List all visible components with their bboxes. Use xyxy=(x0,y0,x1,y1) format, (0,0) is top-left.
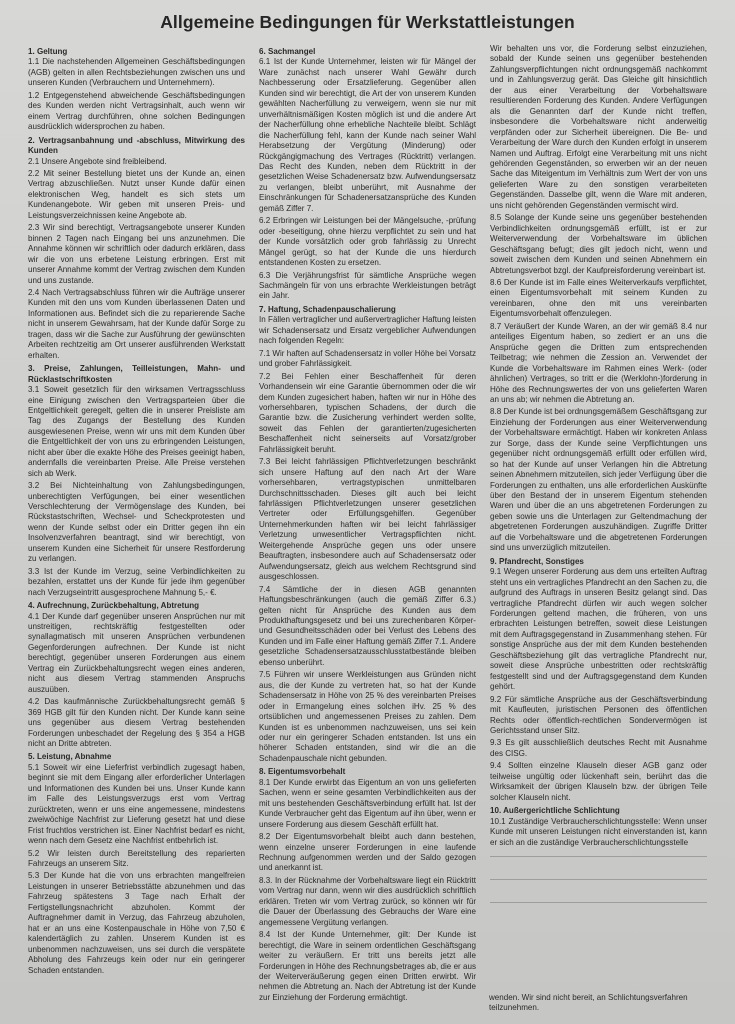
clause-paragraph: 7.1 Wir haften auf Schadensersatz in voller Höhe bei Vorsatz und grober Fahrlässigkeit. xyxy=(259,348,476,369)
clause-paragraph: 1.1 Die nachstehenden Allgemeinen Geschäftsbedingungen (AGB) gelten in allen Rechtsbeziehungen zwischen uns und unseren Kunden (Verbrauchern und Unternehmern). xyxy=(28,57,245,88)
clause-paragraph: 4.1 Der Kunde darf gegenüber unseren Ansprüchen nur mit unstreitigen, rechtskräftig festgestellten oder synallagmatisch mit unseren Ansprüchen verbundenen Gegenforderungen aufrechnen. Der Kunde ist nicht berechtigt, gegenüber unseren Forderungen aus einem Vertrag ein Zurückbehaltungsrecht wegen eines anderen, nicht aus diesem Vertrag stammenden Anspruchs auszuüben. xyxy=(28,611,245,694)
clause-paragraph: 9.2 Für sämtliche Ansprüche aus der Geschäftsverbindung mit Kaufleuten, juristischen Personen des öffentlichen Rechts oder öffentlich-rechtlichen Sondervermögen ist Gerichtsstand unser Sitz. xyxy=(490,694,707,735)
clause-paragraph: Wir behalten uns vor, die Forderung selbst einzuziehen, sobald der Kunde seinen uns gegenüber bestehenden Zahlungsverpflichtungen nicht ordnungsgemäß nachkommt und in Zahlungsverzug gerät. Das Gleiche gilt hinsichtlich der aus einer Verarbeitung der Vorbehaltsware resultierenden Forderung des Kunden. Andere Verfügungen als die Genannten darf der Kunde nicht treffen, insbesondere die Vorbehaltsware nicht anderweitig verpfänden oder zur Sicherheit übereignen. Die Be- und Verarbeitung der Ware durch den Kunden erfolgt in unserem Namen und Auftrag. Erfolgt eine Verarbeitung mit uns nicht gehörenden Gegenständen, so erwerben wir an der neuen Sache das Miteigentum im Verhältnis zum Wert der von uns gelieferten Ware zu den sonstigen verarbeiteten Gegenständen. Dasselbe gilt, wenn die Ware mit anderen, uns nicht gehörenden Gegenständen vermischt wird. xyxy=(490,44,707,210)
clause-paragraph: 7.3 Bei leicht fahrlässigen Pflichtverletzungen beschränkt sich unsere Haftung auf den nach Art der Ware vorhersehbaren, vertragstypischen unmittelbaren Durchschnittsschaden. Dieses gilt auch bei leicht fahrlässigen Pflichtverletzungen unserer gesetzlichen Vertreter oder Erfüllungsgehilfen. Gegenüber Unternehmerkunden haften wir bei leicht fahrlässiger Verletzung unwesentlicher Vertragspflichten nicht. Weitergehende Ansprüche gegen uns oder unsere Beauftragten, insbesondere auch auf Schadensersatz oder Aufwendungsersatz, gleich aus welchem Rechtsgrund sind ausgeschlossen. xyxy=(259,457,476,582)
clause-paragraph: 2.1 Unsere Angebote sind freibleibend. xyxy=(28,156,167,166)
section-heading: 9. Pfandrecht, Sonstiges xyxy=(490,556,584,566)
clause-paragraph: 8.5 Solange der Kunde seine uns gegenüber bestehenden Verbindlichkeiten ordnungsgemäß erfüllt, ist er zur Weiterverwendung der Vorbehaltsware im üblichen Geschäftsgang befugt; dies gilt jedoch nicht, wenn und soweit zwischen dem Kunden und seinen Abnehmern ein Abtretungsverbot bzgl. der Kaufpreisforderung vereinbart ist. xyxy=(490,213,707,275)
clause-paragraph: 5.2 Wir leisten durch Bereitstellung des reparierten Fahrzeugs an unserem Sitz. xyxy=(28,848,245,868)
clause-paragraph: 6.3 Die Verjährungsfrist für sämtliche Ansprüche wegen Sachmängeln für von uns erbrachte Werkleistungen beträgt ein Jahr. xyxy=(259,270,476,301)
clause-paragraph: 4.2 Das kaufmännische Zurückbehaltungsrecht gemäß § 369 HGB gilt für den Kunden nicht. Der Kunde kann seine uns gegenüber aus diesem Vertrag bestehenden Forderungen unbeschadet der Regelung des § 354 a HGB nicht an Dritte abtreten. xyxy=(28,697,245,748)
section-heading: 3. Preise, Zahlungen, Teilleistungen, Mahn- und Rücklastschriftkosten xyxy=(28,364,245,384)
clause-paragraph: 2.3 Wir sind berechtigt, Vertragsangebote unserer Kunden binnen 2 Tagen nach Eingang bei uns anzunehmen. Die Annahme können wir schriftlich oder dadurch erklären, dass wir die von uns erbetene Leistung erbringen. Erst mit unserer Annahme kommt der Vertrag zwischen dem Kunden und uns zustande. xyxy=(28,223,245,285)
closing-sentence: wenden. Wir sind nicht bereit, an Schlichtungsverfahren teilzunehmen. xyxy=(489,993,688,1013)
clause-paragraph: 9.4 Sollten einzelne Klauseln dieser AGB ganz oder teilweise ungültig oder lückenhaft sein, berührt das die Wirksamkeit der übrigen Klauseln bzw. der übrigen Teile solcher Klauseln nicht. xyxy=(490,761,707,802)
clause-paragraph: 3.3 Ist der Kunde im Verzug, seine Verbindlichkeiten zu bezahlen, erstattet uns der Kunde für jede ihm gegenüber nach Verzugseintritt ausgesprochene Mahnung 5,- €. xyxy=(28,566,245,597)
clause-paragraph: 7.4 Sämtliche der in diesen AGB genannten Haftungsbeschränkungen (auch die gemäß Ziffer 6.3.) gelten nicht für Ansprüche des Kunden aus dem Produkthaftungsgesetz und bei uns zurechenbaren Körper- und Gesundheitsschäden oder bei Verlust des Lebens des Kunden und im Falle einer Haftung gemäß Ziffer 7.1. Andere gesetzliche Schadensersatzausschlusstatbestände bleiben ebenso unberührt. xyxy=(259,584,476,667)
clause-paragraph: 1.2 Entgegenstehend abweichende Geschäftsbedingungen des Kunden werden nicht Vertragsinhalt, auch wenn wir einem Vertrag durchführen, ohne solchen Bedingungen ausdrücklich widersprochen zu haben. xyxy=(28,90,245,132)
blank-line xyxy=(490,879,707,880)
clause-paragraph: 8.1 Der Kunde erwirbt das Eigentum an von uns gelieferten Sachen, wenn er seine gesamten Verbindlichkeiten aus der mit uns bestehenden Geschäftsverbindung erfüllt hat. Ist der Kunde Verbraucher geht das Eigentum auf ihn über, wenn er unsere Forderung aus diesem Geschäft erfüllt hat. xyxy=(259,777,476,829)
clause-paragraph: 7.2 Bei Fehlen einer Beschaffenheit für deren Vorhandensein wir eine Garantie übernommen oder die wir dem Kunden zugesichert haben, haften wir nur in Höhe des vorhersehbaren, typischen Schadens, der durch die Garantie bzw. die Zusicherung verhindert werden sollte, soweit das Fehlen der garantierten/zugesicherten Beschaffenheit nicht seinerseits auf Vorsatz/grober Fahrlässigkeit beruht. xyxy=(259,371,476,454)
clause-paragraph: 2.2 Mit seiner Bestellung bietet uns der Kunde an, einen Vertrag abzuschließen. Nutzt unser Kunde dafür einen elektronischen Weg, handelt es sich stets um Kundenangebote. Wir geben mit unseren Preis- und Leistungsverzeichnissen keine Angebote ab. xyxy=(28,168,245,220)
text-columns xyxy=(28,44,707,1005)
clause-paragraph: 7.5 Führen wir unsere Werkleistungen aus Gründen nicht aus, die der Kunde zu vertreten hat, so hat der Kunde Schadensersatz in Höhe von 25 % des vereinbarten Preises oder in Ermangelung eines solchen iHv. 25 % des ortsüblichen und angemessenen Preises zu zahlen. Dem Kunden ist es unbenommen nachzuweisen, uns sei kein oder nur ein geringerer Schaden entstanden. Ist uns ein höherer Schaden entstanden, sind wir die an die Schadenpauschale nicht gebunden. xyxy=(259,670,476,763)
column-middle xyxy=(259,44,476,1005)
section-heading: 7. Haftung, Schadenpauschalierung xyxy=(259,304,396,314)
clause-paragraph: 3.1 Soweit gesetzlich für den wirksamen Vertragsschluss eine Einigung zwischen den Vertragsparteien über die Entgeltlichkeit geregelt, gelten die in unserer Preisliste am Tag des Zugangs der Bestellung des Kunden ausgewiesenen Preise, wenn wir uns mit dem Kunden über die Entgeltlichkeit der von uns zu erbringenden Leistungen, nicht aber über die exakte Höhe des Preises geeinigt haben, andernfalls die vereinbarten Preise. Alle Preise verstehen sich ab Werk. xyxy=(28,385,245,478)
clause-paragraph: 10.1 Zuständige Verbraucherschlichtungsstelle: Wenn unser Kunde mit unseren Leistungen nicht einverstanden ist, kann er sich an die zuständige Verbraucherschlichtungsstelle xyxy=(490,816,707,847)
clause-paragraph: In Fällen vertraglicher und außervertraglicher Haftung leisten wir Schadensersatz und Ersatz vergeblicher Aufwendungen nach folgenden Regeln: xyxy=(259,315,476,346)
blank-entry-lines xyxy=(490,856,707,903)
clause-paragraph: 5.3 Der Kunde hat die von uns erbrachten mangelfreien Leistungen in unserer Betriebsstätte abzunehmen und das Fahrzeug spätestens 3 Tage nach Erhalt der Fertigstellungsnachricht abzuholen. Kommt der Auftragnehmer damit in Verzug, das Fahrzeug abzuholen, hat er an uns eine Kostenpauschale in Höhe von 7,50 € kalendertäglich zu zahlen. Unserem Kunden ist es unbenommen nachzuweisen, uns sei durch die verspätete Abholung des Fahrzeugs kein oder nur ein geringerer Schaden entstanden. xyxy=(28,871,245,975)
blank-line xyxy=(490,856,707,857)
section-heading: 2. Vertragsanbahnung und -abschluss, Mitwirkung des Kunden xyxy=(28,135,245,156)
column-right xyxy=(490,44,707,925)
blank-line xyxy=(490,902,707,903)
clause-paragraph: 8.2 Der Eigentumsvorbehalt bleibt auch dann bestehen, wenn einzelne unserer Forderungen in eine laufende Rechnung aufgenommen werden und der Saldo gezogen und anerkannt ist. xyxy=(259,832,476,873)
clause-paragraph: 8.4 Ist der Kunde Unternehmer, gilt: Der Kunde ist berechtigt, die Ware in seinem ordentlichen Geschäftsgang weiter zu veräußern. Er tritt uns bereits jetzt alle Forderungen in Höhe des Rechnungsbetrages ab, die er aus der Weiterveräußerung gegen einen Dritten erwirbt. Wir nehmen die Abtretung an. Nach der Abtretung ist der Kunde zur Einziehung der Forderung ermächtigt. xyxy=(259,930,476,1002)
clause-paragraph: 8.7 Veräußert der Kunde Waren, an der wir gemäß 8.4 nur anteiliges Eigentum haben, so zediert er an uns die Ansprüche gegen die Dritten zum entsprechenden Teilbetrag; wie nehmen die Zession an. Verwendet der Kunde die Vorbehaltsware im Rahmen eines Werk- (oder ähnlichen) Vertrages, so tritt er die (Werklohn-)forderung in Höhe des Rechnungswertes der von uns gelieferten Waren an uns ab; wir nehmen die Abtretung an. xyxy=(490,321,707,404)
section-heading: 8. Eigentumsvorbehalt xyxy=(259,767,346,777)
clause-paragraph: 3.2 Bei Nichteinhaltung von Zahlungsbedingungen, unberechtigten Verfügungen, bei einer wesentlichen Verschlechterung der Vermögenslage des Kunden, bei Rückstastschriften, Wechsel- und Scheckprotesten und wenn der Kunde selbst oder ein Dritter gegen ihn ein Insolvenzverfahren beantragt, sind wir berechtigt, von unserem Kunden eine Sicherheit für unsere Restforderung zu verlangen. xyxy=(28,481,245,564)
section-heading: 6. Sachmangel xyxy=(259,47,316,56)
clause-paragraph: 6.2 Erbringen wir Leistungen bei der Mängelsuche, -prüfung oder -beseitigung, ohne hierzu verpflichtet zu sein und hat der Kunde vorsätzlich oder grob fahrlässig zu Unrecht Mängel gerügt, so hat der Kunde die uns hierdurch entstandenen Kosten zu ersetzen. xyxy=(259,216,476,268)
section-heading: 5. Leistung, Abnahme xyxy=(28,752,112,762)
clause-paragraph: 8.3. In der Rücknahme der Vorbehaltsware liegt ein Rücktritt vom Vertrag nur dann, wenn wir dies ausdrücklich schriftlich erklären. Treten wir vom Vertrag zurück, so können wir für die Dauer der Überlassung des Gebrauchs der Ware eine angemessene Vergütung verlangen. xyxy=(259,875,476,927)
clause-paragraph: 9.3 Es gilt ausschließlich deutsches Recht mit Ausnahme des CISG. xyxy=(490,738,707,758)
clause-paragraph: 8.8 Der Kunde ist bei ordnungsgemäßem Geschäftsgang zur Einziehung der Forderungen aus einer Weiterverwendung der Vorbehaltsware ermächtigt. Haben wir konkreten Anlass zur Sorge, dass der Kunde seine Verpflichtungen uns gegenüber nicht ordnungsgemäß erfüllt oder erfüllen wird, so hat der Kunde auf unser Verlangen hin die Abtretung seinen Abnehmern mitzuteilen, sich jeder Verfügung über die Forderungen zu enthalten, uns alle erforderlichen Auskünfte über den Bestand der in unserem Eigentum stehenden Waren und über die an uns abgetretenen Forderungen zu geben sowie uns die Unterlagen zur Geltendmachung der abgetretenen Forderungen auszuhändigen. Zugriffe Dritter auf die Vorbehaltsware und die abgetretenen Forderungen sind uns unverzüglich mitzuteilen. xyxy=(490,407,707,553)
section-heading: 1. Geltung xyxy=(28,47,68,56)
document-title: Allgemeine Bedingungen für Werkstattleistungen xyxy=(160,12,575,32)
column-left xyxy=(28,44,245,978)
clause-paragraph: 5.1 Soweit wir eine Lieferfrist verbindlich zugesagt haben, beginnt sie mit dem Eingang aller erforderlicher Unterlagen und Informationen des Kunden bei uns. Unser Kunde kann im Falle des Leistungsverzugs erst vom Vertrag zurücktreten, wenn er uns eine angemessene, mindestens zweiwöchige Nachfrist zur Lieferung gesetzt hat und diese Frist fruchtlos verstrichen ist. Einer Nachfrist bedarf es nicht, wenn nach dem Gesetz eine Nachfrist entbehrlich ist. xyxy=(28,762,245,846)
clause-paragraph: 9.1 Wegen unserer Forderung aus dem uns erteilten Auftrag steht uns ein vertragliches Pfandrecht an den Sachen zu, die aufgrund des Auftrags in unseren Besitz gelangt sind. Das vertragliche Pfandrecht dürfen wir auch wegen solcher Forderungen geltend machen, die früheren, von uns erbrachten Leistungen betreffen, soweit diese Leistungen mit dem Auftragsgegenstand in Zusammenhang stehen. Für sonstige Ansprüche aus der mit dem Kunden bestehenden Geschäftsbeziehung gilt das vertragliche Pfandrecht nur, soweit diese Ansprüche unbestritten oder rechtskräftig festgestellt sind und der Auftragsgegenstand dem Kunden gehört. xyxy=(490,567,707,692)
clause-paragraph: 6.1 Ist der Kunde Unternehmer, leisten wir für Mängel der Ware zunächst nach unserer Wahl Gewähr durch Nachbesserung oder Ersatzlieferung. Gegenüber allen Kunden sind wir berechtigt, die Art der von unserem Kunden gewählten Nacherfüllung zu verweigern, wenn sie nur mit unverhältnismäßigen Kosten möglich ist und die andere Art der Nacherfüllung ohne erhebliche Nachteile bleibt. Schlägt die Nacherfüllung fehl, kann der Kunde nach seiner Wahl Herabsetzung der Vergütung (Minderung) oder Rückgängigmachung des Vertrages (Rücktritt) verlangen. Das Recht des Kunden, neben dem Rücktritt in der gesetzlichen Weise Schadenersatz bzw. Aufwendungsersatz zu verlangen, bleibt unberührt, mit Ausnahme der Einschränkungen für Schadenersatzansprüche des Kunden gemäß Ziffer 7. xyxy=(259,57,476,213)
clause-paragraph: 2.4 Nach Vertragsabschluss führen wir die Aufträge unserer Kunden mit den uns vom Kunden überlassenen Daten und Informationen aus. Befindet sich die zu reparierende Sache nicht in unserem Gewahrsam, hat der Kunde dafür Sorge zu tragen, dass wir die Sache zur Ausführung der gewünschten Arbeiten rechtzeitig am Ort unserer ausführenden Werkstatt erhalten. xyxy=(28,287,245,360)
section-heading: 10. Außergerichtliche Schlichtung xyxy=(490,806,620,816)
section-heading: 4. Aufrechnung, Zurückbehaltung, Abtretung xyxy=(28,601,200,611)
clause-paragraph: 8.6 Der Kunde ist im Falle eines Weiterverkaufs verpflichtet, einen Eigentumsvorbehalt mit seinem Kunden zu vereinbaren, ohne den mit uns vereinbarten Eigentumsvorbehalt offenzulegen. xyxy=(490,277,707,319)
